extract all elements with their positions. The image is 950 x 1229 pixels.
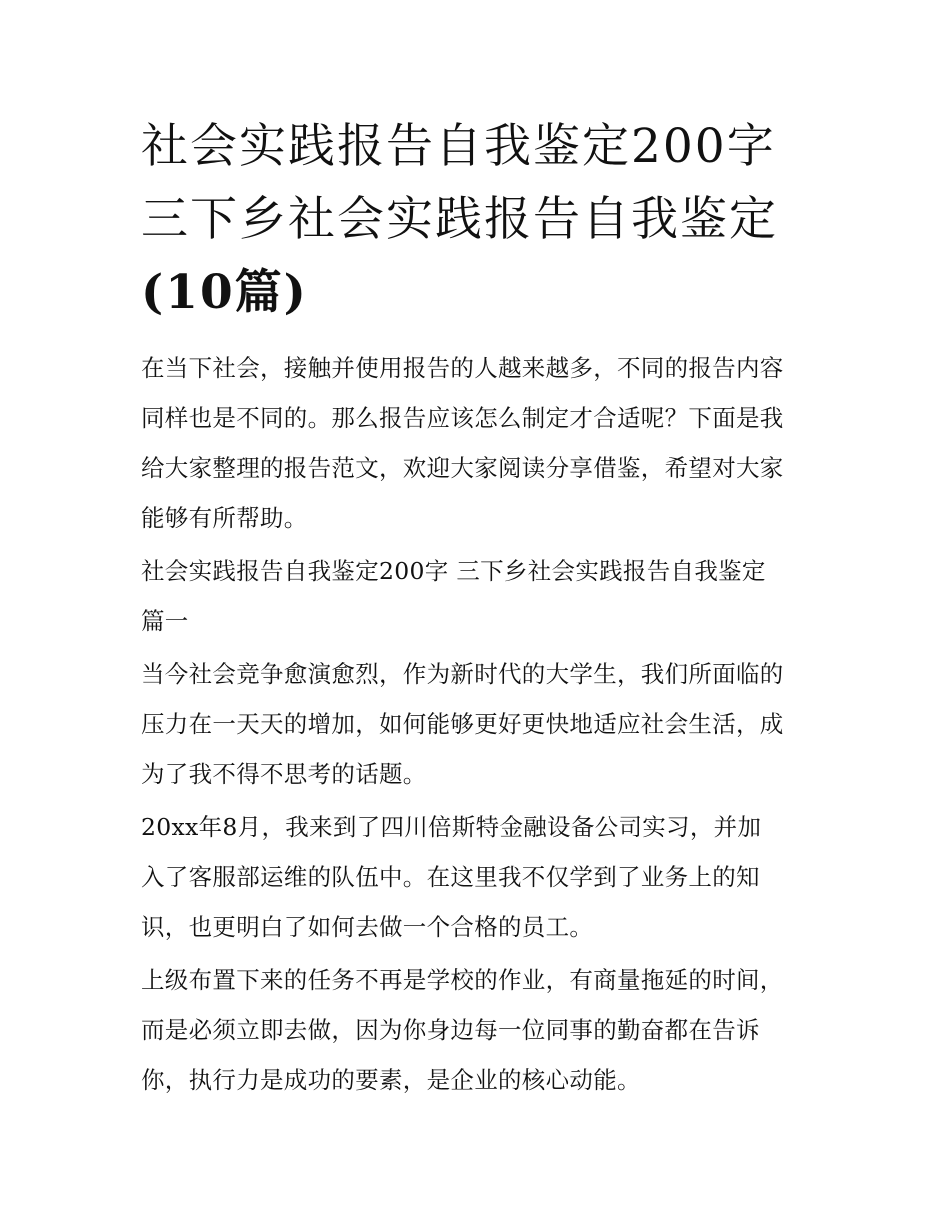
- section-heading: [141, 546, 813, 646]
- document-title: [141, 110, 813, 329]
- title-line-1: 社会实践报告自我鉴定200字: [141, 119, 776, 174]
- text-line: 20xx年8月，我来到了四川倍斯特金融设备公司实习，并加: [141, 813, 762, 841]
- body-paragraph: [141, 955, 813, 1105]
- text-line: 给大家整理的报告范文，欢迎大家阅读分享借鉴，希望对大家: [141, 454, 784, 482]
- intro-paragraph: [141, 343, 813, 543]
- body-paragraph: [141, 649, 813, 799]
- text-line: 而是必须立即去做，因为你身边每一位同事的勤奋都在告诉: [141, 1016, 760, 1044]
- text-line: 入了客服部运维的队伍中。在这里我不仅学到了业务上的知: [141, 863, 760, 891]
- text-line: 同样也是不同的。那么报告应该怎么制定才合适呢？下面是我: [141, 404, 784, 432]
- text-line: 压力在一天天的增加，如何能够更好更快地适应社会生活，成: [141, 710, 784, 738]
- title-line-3: (10篇): [141, 265, 308, 320]
- text-line: 你，执行力是成功的要素，是企业的核心动能。: [141, 1066, 641, 1094]
- text-line: 识，也更明白了如何去做一个合格的员工。: [141, 913, 594, 941]
- text-line: 当今社会竞争愈演愈烈，作为新时代的大学生，我们所面临的: [141, 660, 784, 688]
- title-line-2: 三下乡社会实践报告自我鉴定: [141, 192, 778, 247]
- text-line: 在当下社会，接触并使用报告的人越来越多，不同的报告内容: [141, 354, 784, 382]
- text-line: 篇一: [141, 607, 189, 635]
- text-line: 社会实践报告自我鉴定200字 三下乡社会实践报告自我鉴定: [141, 557, 766, 585]
- document-page: [141, 110, 813, 1108]
- body-paragraph: [141, 802, 813, 952]
- text-line: 能够有所帮助。: [141, 504, 308, 532]
- text-line: 上级布置下来的任务不再是学校的作业，有商量拖延的时间，: [141, 966, 784, 994]
- text-line: 为了我不得不思考的话题。: [141, 760, 427, 788]
